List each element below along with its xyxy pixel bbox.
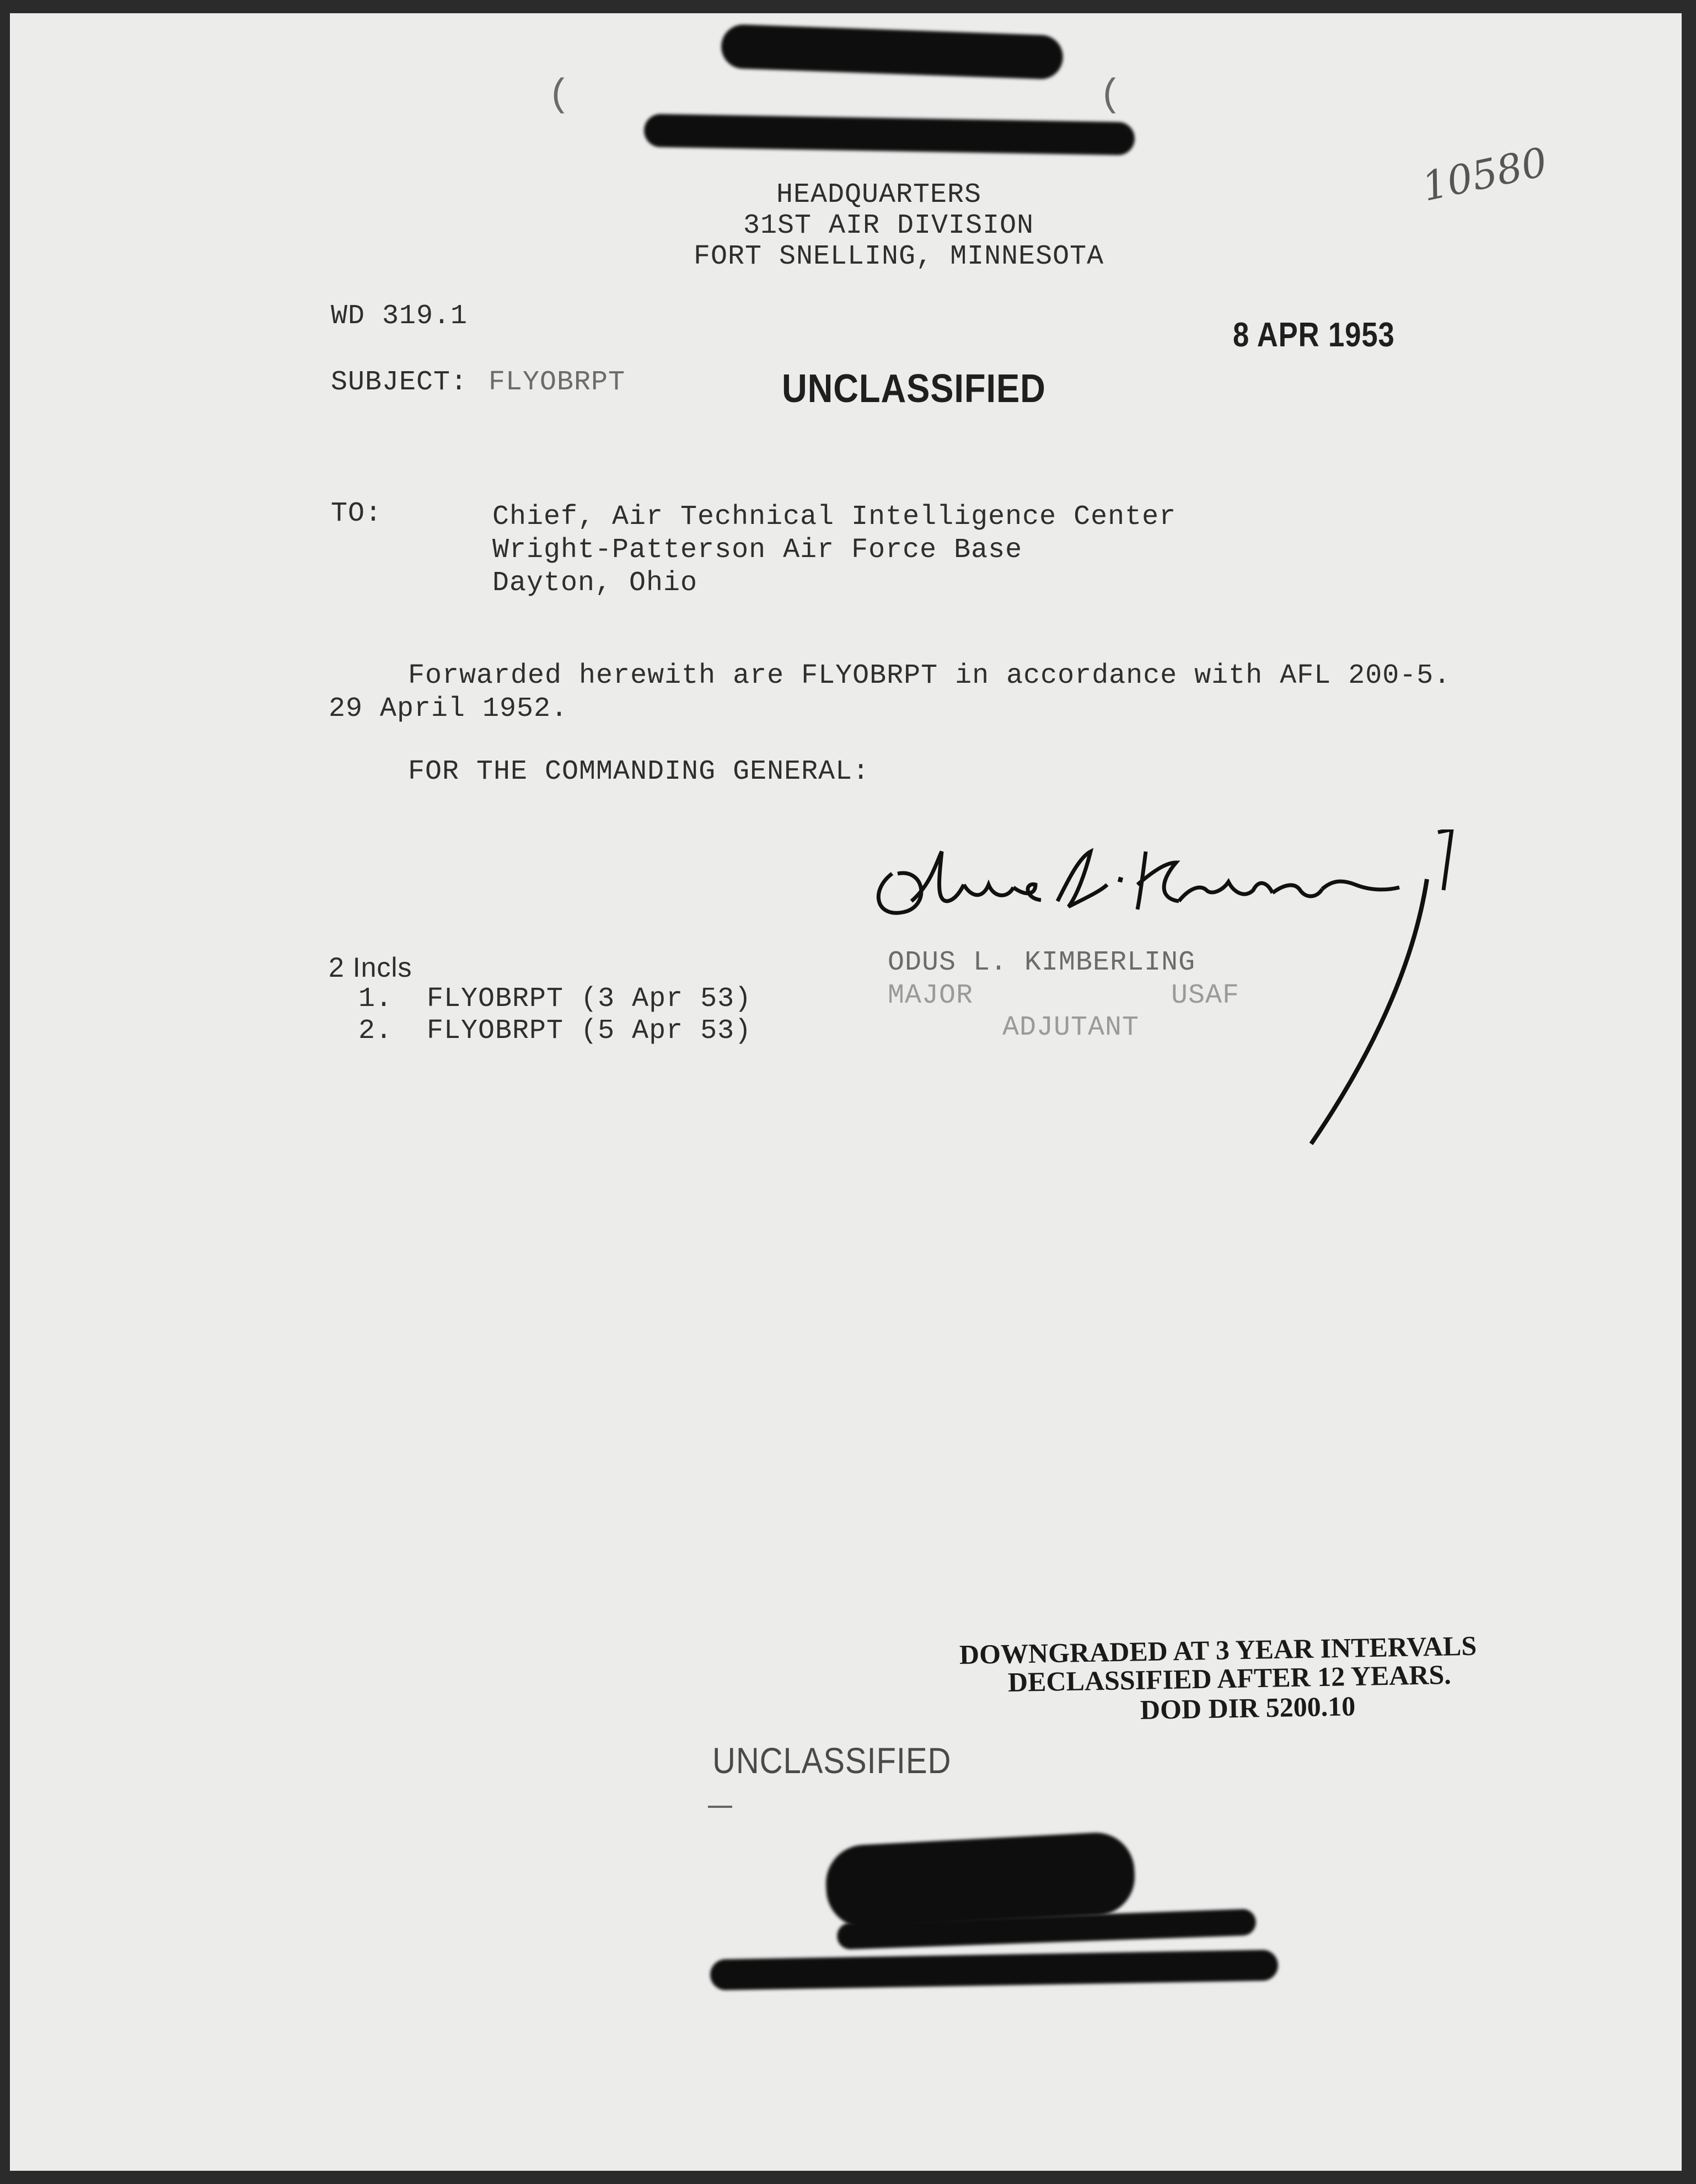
to-label: TO:	[331, 498, 383, 529]
to-line-1: Chief, Air Technical Intelligence Center	[492, 501, 1177, 533]
classification-stamp-top: UNCLASSIFIED	[782, 367, 1046, 411]
to-line-3: Dayton, Ohio	[492, 568, 698, 599]
document-page	[10, 13, 1682, 2171]
classification-stamp-bottom: UNCLASSIFIED	[712, 1740, 952, 1781]
stray-mark-right: (	[1099, 74, 1123, 117]
subject-value: FLYOBRPT	[489, 367, 626, 398]
subject-label: SUBJECT:	[331, 367, 468, 398]
downgrade-stamp-line-1: DOWNGRADED AT 3 YEAR INTERVALS	[959, 1630, 1477, 1670]
stray-dash	[708, 1806, 732, 1808]
to-line-2: Wright-Patterson Air Force Base	[492, 534, 1023, 566]
signer-service: USAF	[1171, 980, 1240, 1011]
stray-mark-left: (	[548, 74, 572, 117]
header-line-1: HEADQUARTERS	[776, 179, 982, 211]
signer-title: ADJUTANT	[1002, 1012, 1140, 1043]
body-line-1: Forwarded herewith are FLYOBRPT in accordance with AFL 200-5.	[408, 660, 1451, 692]
inclosure-item: 1. FLYOBRPT (3 Apr 53)	[358, 983, 752, 1015]
inclosure-item: 2. FLYOBRPT (5 Apr 53)	[358, 1015, 752, 1047]
inclosures-heading: 2 Incls	[329, 952, 412, 983]
file-number: WD 319.1	[331, 301, 468, 332]
redaction-mark-top-lower	[644, 114, 1135, 156]
redaction-mark-bottom-lower	[710, 1950, 1279, 1990]
date-stamp: 8 APR 1953	[1233, 316, 1395, 354]
signer-name: ODUS L. KIMBERLING	[888, 947, 1196, 978]
header-line-3: FORT SNELLING, MINNESOTA	[694, 241, 1104, 272]
body-line-2: 29 April 1952.	[329, 693, 568, 725]
redaction-mark-top-upper	[721, 24, 1064, 80]
downgrade-stamp-line-2: DECLASSIFIED AFTER 12 YEARS.	[1007, 1658, 1452, 1698]
header-line-2: 31ST AIR DIVISION	[743, 210, 1034, 242]
for-the-commanding-general: FOR THE COMMANDING GENERAL:	[408, 756, 870, 788]
downgrade-stamp-line-3: DOD DIR 5200.10	[1140, 1690, 1356, 1725]
signer-rank: MAJOR	[888, 980, 974, 1011]
handwritten-file-note: 10580	[1418, 138, 1552, 210]
